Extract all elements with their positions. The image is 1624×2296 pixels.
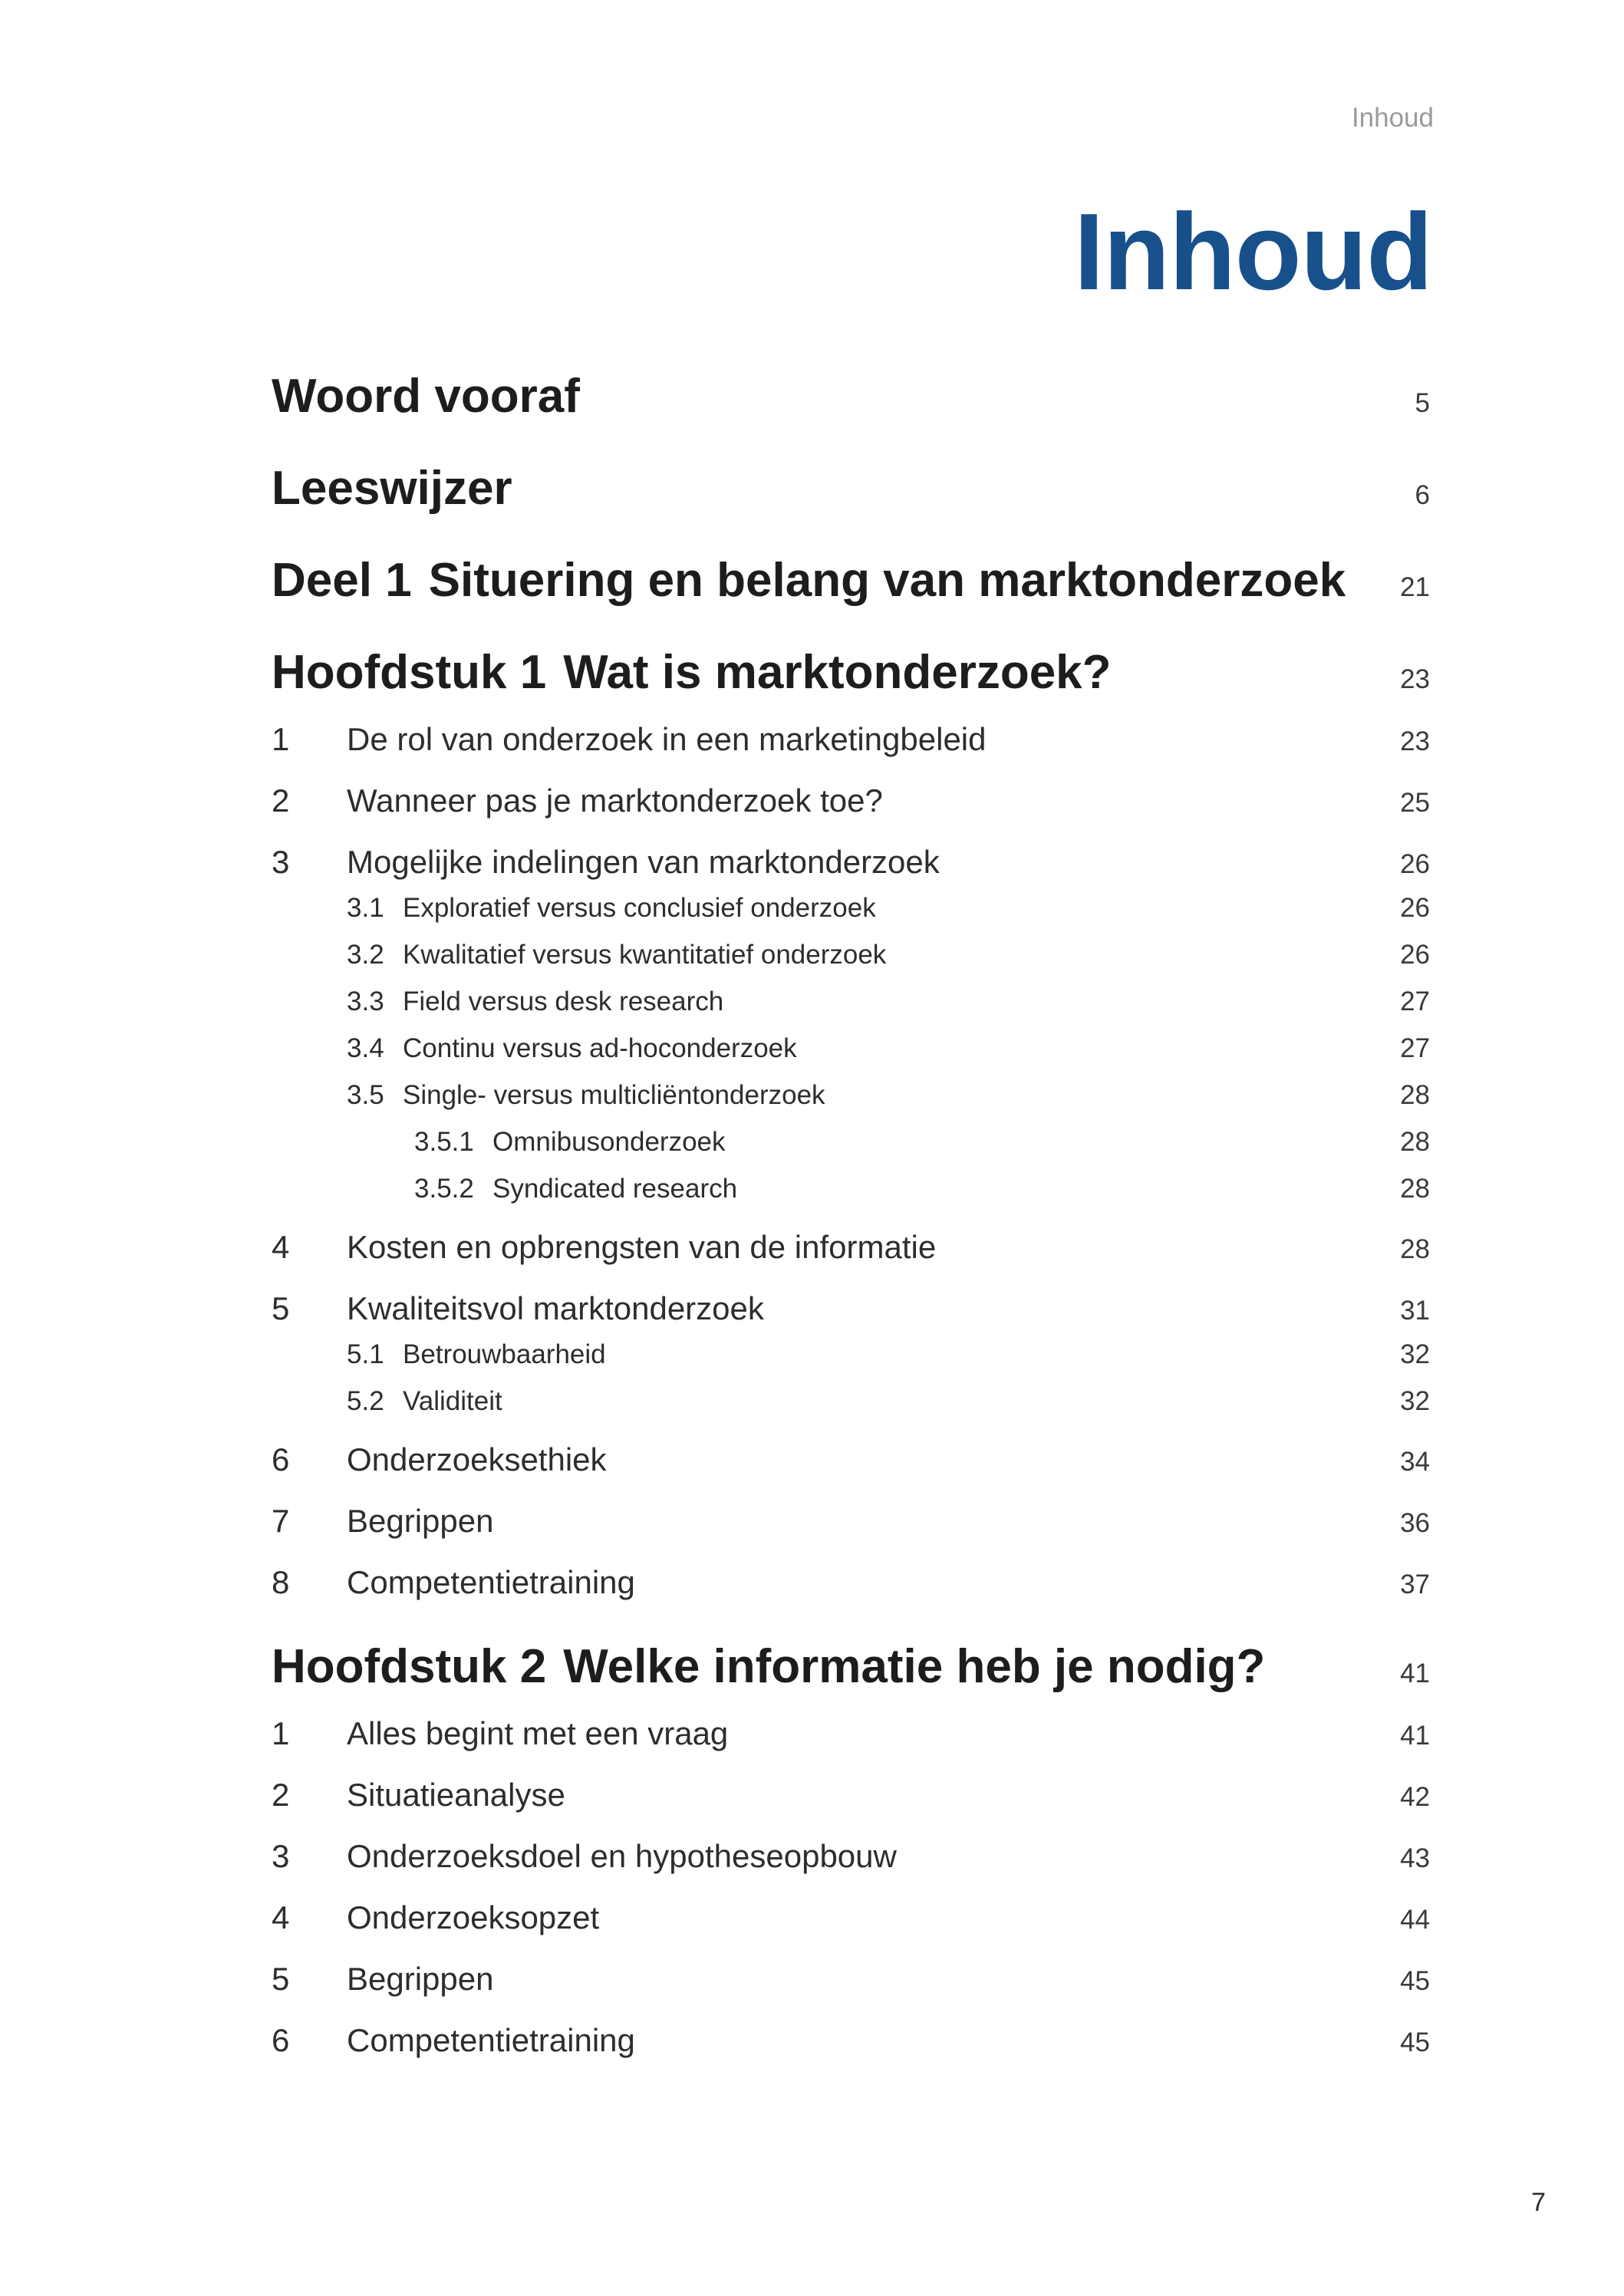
toc-entry-label: Omnibusonderzoek <box>492 1127 726 1157</box>
toc-entry-page: 41 <box>1400 1721 1430 1751</box>
toc-entry-row <box>347 1341 1430 1368</box>
toc-entry-row <box>272 1963 1430 1995</box>
toc-entry-label: Single- versus multicliëntonderzoek <box>403 1080 825 1110</box>
toc-heading-prefix: Hoofdstuk 2 <box>272 1640 547 1693</box>
toc-entry-number: 3.1 <box>347 893 384 923</box>
toc-entry-row <box>272 1840 1430 1873</box>
toc-entry-row <box>347 1388 1430 1415</box>
toc-entry-label: Onderzoeksdoel en hypotheseopbouw <box>347 1838 897 1874</box>
toc-entry-label: Alles begint met een vraag <box>347 1715 729 1751</box>
toc-entry-page: 27 <box>1400 1033 1430 1063</box>
toc-entry-page: 26 <box>1400 940 1430 970</box>
toc-entry-label: Mogelijke indelingen van marktonderzoek <box>347 844 940 880</box>
toc-entry-number: 3.3 <box>347 987 384 1016</box>
toc-entry-number: 3.4 <box>347 1033 384 1063</box>
toc-entry-page: 41 <box>1400 1659 1430 1688</box>
toc-entry-label: Exploratief versus conclusief onderzoek <box>403 893 876 923</box>
toc-entry-number: 1 <box>272 1715 290 1751</box>
toc-heading-prefix: Hoofdstuk 1 <box>272 646 547 699</box>
toc-entry-label: Begrippen <box>347 1503 494 1539</box>
toc-entry-label: Begrippen <box>347 1961 494 1997</box>
toc-entry-label: Onderzoeksethiek <box>347 1441 607 1477</box>
toc-entry-number: 4 <box>272 1899 290 1935</box>
toc-entry-row <box>272 2024 1430 2057</box>
toc-entry-number: 5.1 <box>347 1339 384 1369</box>
toc-entry-label: Wanneer pas je marktonderzoek toe? <box>347 782 883 819</box>
toc-entry-row <box>272 1441 1430 1477</box>
toc-entry-page: 45 <box>1400 2028 1430 2057</box>
toc-entry-row <box>272 1231 1430 1263</box>
toc-entry-number: 3.5.1 <box>414 1127 474 1157</box>
toc-entry-number: 3.5 <box>347 1080 384 1110</box>
toc-entry-number: 3.5.2 <box>414 1174 474 1204</box>
toc-heading-row <box>272 646 1430 699</box>
toc-entry-page: 36 <box>1400 1508 1430 1538</box>
page-title: Inhoud <box>1073 191 1432 313</box>
toc-entry-page: 44 <box>1400 1905 1430 1935</box>
toc-entry-label: Kosten en opbrengsten van de informatie <box>347 1229 937 1265</box>
toc-entry-label: Continu versus ad-hoconderzoek <box>403 1033 797 1063</box>
toc-entry-label: Onderzoeksopzet <box>347 1899 600 1935</box>
toc-entry-page: 26 <box>1400 849 1430 879</box>
toc-entry-row <box>347 988 1430 1015</box>
toc-entry-number: 3 <box>272 1838 290 1874</box>
toc-entry-row <box>347 1082 1430 1108</box>
toc-entry-page: 23 <box>1400 726 1430 756</box>
toc-heading-label: Situering en belang van marktonderzoek <box>428 554 1346 607</box>
toc-entry-label: Situatieanalyse <box>347 1777 565 1813</box>
toc-entry-page: 28 <box>1400 1080 1430 1110</box>
toc-entry-row <box>414 1175 1430 1202</box>
toc-entry-page: 27 <box>1400 987 1430 1016</box>
toc-entry-page: 6 <box>1415 480 1430 510</box>
toc-entry-number: 7 <box>272 1503 290 1539</box>
toc-entry-page: 28 <box>1400 1174 1430 1204</box>
toc-list <box>272 370 1430 2058</box>
toc-entry-number: 1 <box>272 721 290 757</box>
toc-entry-page: 37 <box>1400 1570 1430 1599</box>
toc-entry-page: 21 <box>1400 572 1430 602</box>
toc-heading-label: Leeswijzer <box>272 462 512 515</box>
toc-entry-row <box>347 894 1430 921</box>
toc-heading-label: Woord vooraf <box>272 370 580 423</box>
toc-heading-prefix: Deel 1 <box>272 554 412 607</box>
toc-entry-page: 32 <box>1400 1339 1430 1369</box>
toc-entry-number: 5 <box>272 1290 290 1326</box>
toc-entry-number: 6 <box>272 2022 290 2058</box>
toc-entry-page: 26 <box>1400 893 1430 923</box>
toc-entry-number: 4 <box>272 1229 290 1265</box>
toc-entry-row <box>272 782 1430 819</box>
toc-entry-row <box>272 1566 1430 1599</box>
toc-entry-page: 32 <box>1400 1386 1430 1416</box>
toc-entry-label: Betrouwbaarheid <box>403 1339 606 1369</box>
toc-entry-number: 6 <box>272 1441 290 1477</box>
toc-entry-page: 45 <box>1400 1966 1430 1996</box>
toc-entry-number: 3.2 <box>347 940 384 970</box>
toc-entry-page: 25 <box>1400 788 1430 818</box>
toc-entry-page: 28 <box>1400 1127 1430 1157</box>
toc-entry-label: De rol van onderzoek in een marketingbeleid <box>347 721 987 757</box>
toc-heading-row <box>272 554 1430 607</box>
toc-entry-label: Field versus desk research <box>403 987 724 1016</box>
toc-entry-page: 34 <box>1400 1447 1430 1477</box>
toc-entry-page: 23 <box>1400 664 1430 694</box>
running-header: Inhoud <box>1351 103 1434 133</box>
toc-entry-row <box>347 941 1430 968</box>
toc-entry-label: Competentietraining <box>347 1564 635 1600</box>
toc-heading-row <box>272 1640 1430 1693</box>
toc-entry-row <box>272 1899 1430 1935</box>
toc-entry-row <box>272 723 1430 756</box>
toc-entry-number: 8 <box>272 1564 290 1600</box>
toc-entry-row <box>272 846 1430 878</box>
toc-entry-page: 31 <box>1400 1296 1430 1326</box>
toc-entry-page: 28 <box>1400 1234 1430 1264</box>
toc-entry-label: Syndicated research <box>492 1174 738 1204</box>
toc-entry-row <box>272 1715 1430 1751</box>
toc-entry-page: 5 <box>1415 388 1430 418</box>
folio-page-number: 7 <box>1531 2188 1546 2217</box>
toc-heading-label: Welke informatie heb je nodig? <box>563 1640 1266 1693</box>
toc-entry-number: 2 <box>272 782 290 819</box>
toc-entry-row <box>272 1505 1430 1537</box>
toc-entry-label: Competentietraining <box>347 2022 635 2058</box>
toc-entry-number: 5.2 <box>347 1386 384 1416</box>
toc-heading-label: Wat is marktonderzoek? <box>563 646 1112 699</box>
toc-entry-page: 42 <box>1400 1782 1430 1812</box>
toc-entry-number: 5 <box>272 1961 290 1997</box>
toc-entry-label: Validiteit <box>403 1386 502 1416</box>
toc-heading-row <box>272 462 1430 515</box>
toc-entry-row <box>272 1779 1430 1811</box>
toc-entry-row <box>272 1290 1430 1326</box>
toc-entry-row <box>347 1035 1430 1062</box>
toc-heading-row <box>272 370 1430 423</box>
toc-entry-row <box>414 1128 1430 1155</box>
toc-entry-page: 43 <box>1400 1843 1430 1873</box>
toc-entry-label: Kwaliteitsvol marktonderzoek <box>347 1290 764 1326</box>
toc-entry-label: Kwalitatief versus kwantitatief onderzoek <box>403 940 887 970</box>
toc-entry-number: 3 <box>272 844 290 880</box>
toc-entry-number: 2 <box>272 1777 290 1813</box>
